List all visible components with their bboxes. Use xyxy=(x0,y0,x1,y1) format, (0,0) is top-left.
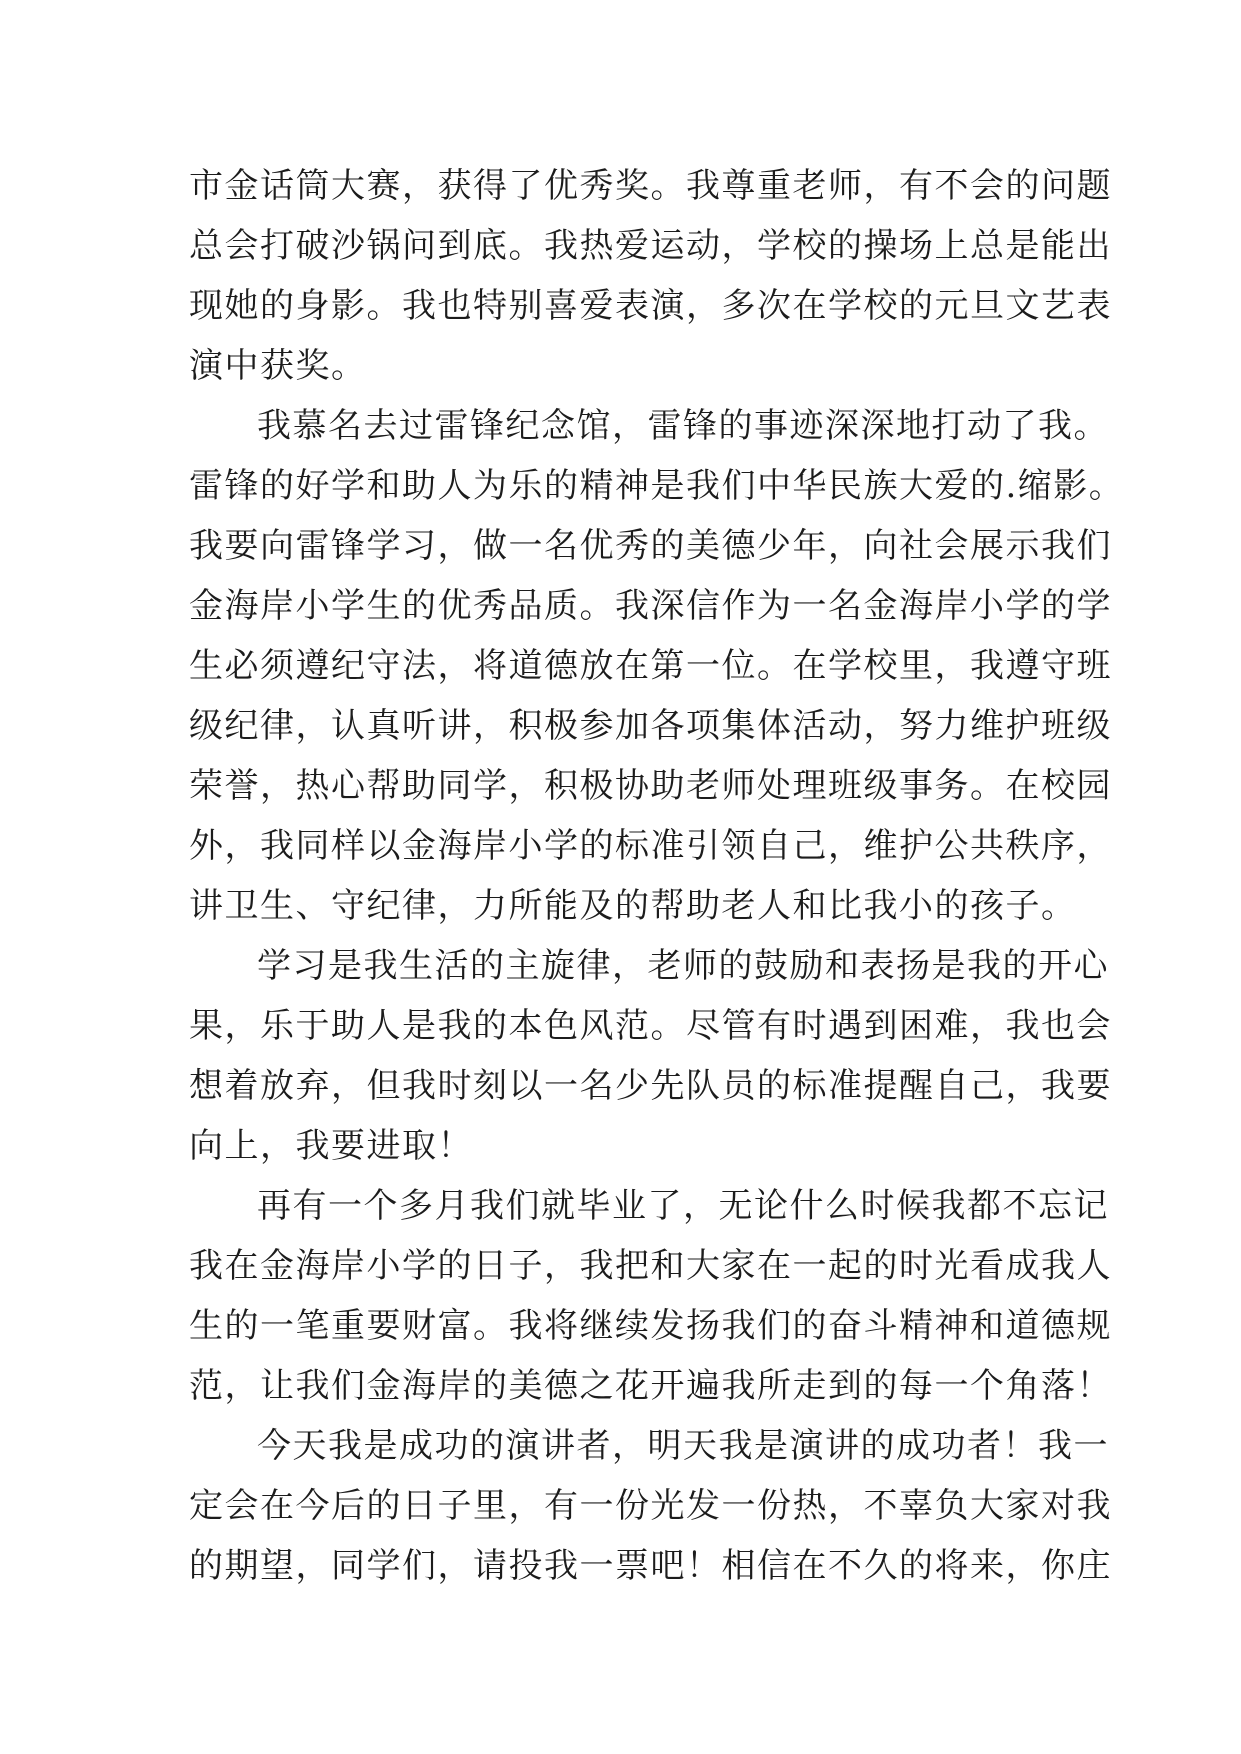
text-line: 雷锋的好学和助人为乐的精神是我们中华民族大爱的.缩影。 xyxy=(189,466,1125,506)
text-line: 我要向雷锋学习，做一名优秀的美德少年，向社会展示我们 xyxy=(189,526,1112,566)
text-line: 范，让我们金海岸的美德之花开遍我所走到的每一个角落！ xyxy=(189,1366,1112,1406)
text-line: 现她的身影。我也特别喜爱表演，多次在学校的元旦文艺表 xyxy=(189,286,1112,326)
text-line: 想着放弃，但我时刻以一名少先队员的标准提醒自己，我要 xyxy=(189,1066,1112,1106)
text-line: 金海岸小学生的优秀品质。我深信作为一名金海岸小学的学 xyxy=(189,586,1112,626)
text-line: 总会打破沙锅问到底。我热爱运动，学校的操场上总是能出 xyxy=(189,226,1112,266)
text-line: 今天我是成功的演讲者，明天我是演讲的成功者！我一 xyxy=(257,1426,1109,1466)
text-line: 级纪律，认真听讲，积极参加各项集体活动，努力维护班级 xyxy=(189,706,1112,746)
text-line: 市金话筒大赛，获得了优秀奖。我尊重老师，有不会的问题 xyxy=(189,166,1112,206)
text-line: 我在金海岸小学的日子，我把和大家在一起的时光看成我人 xyxy=(189,1246,1112,1286)
text-line: 外，我同样以金海岸小学的标准引领自己，维护公共秩序， xyxy=(189,826,1112,866)
text-line: 生必须遵纪守法，将道德放在第一位。在学校里，我遵守班 xyxy=(189,646,1112,686)
text-line: 学习是我生活的主旋律，老师的鼓励和表扬是我的开心 xyxy=(257,946,1109,986)
text-line: 的期望，同学们，请投我一票吧！相信在不久的将来，你庄 xyxy=(189,1546,1112,1586)
text-line: 生的一笔重要财富。我将继续发扬我们的奋斗精神和道德规 xyxy=(189,1306,1112,1346)
text-line: 果，乐于助人是我的本色风范。尽管有时遇到困难，我也会 xyxy=(189,1006,1112,1046)
body-text xyxy=(189,156,1125,1596)
text-line: 讲卫生、守纪律，力所能及的帮助老人和比我小的孩子。 xyxy=(189,886,1077,926)
text-line: 荣誉，热心帮助同学，积极协助老师处理班级事务。在校园 xyxy=(189,766,1112,806)
text-line: 向上，我要进取！ xyxy=(189,1126,473,1166)
text-line: 定会在今后的日子里，有一份光发一份热，不辜负大家对我 xyxy=(189,1486,1112,1526)
text-line: 演中获奖。 xyxy=(189,346,367,386)
text-line: 我慕名去过雷锋纪念馆，雷锋的事迹深深地打动了我。 xyxy=(257,406,1109,446)
text-line: 再有一个多月我们就毕业了，无论什么时候我都不忘记 xyxy=(257,1186,1109,1226)
